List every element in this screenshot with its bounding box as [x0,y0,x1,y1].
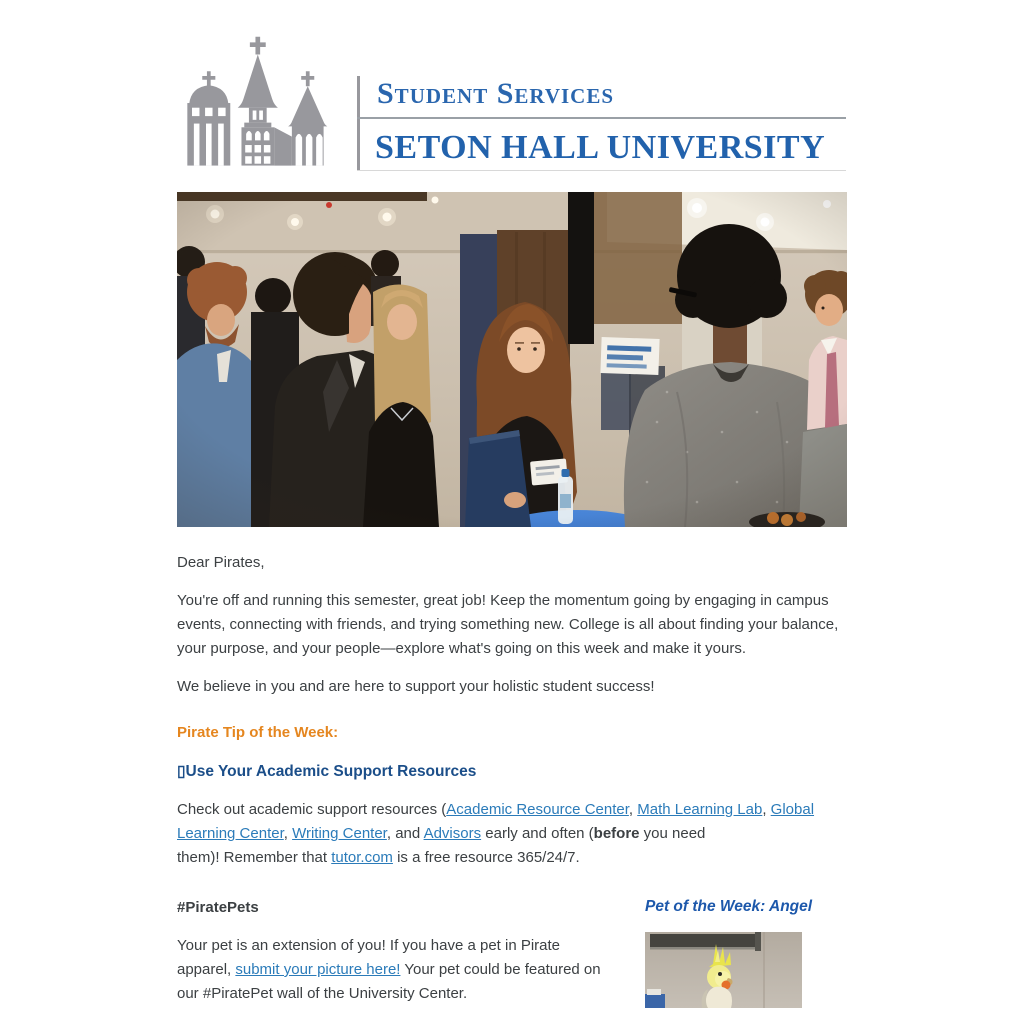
pirate-tip-label: Pirate Tip of the Week: [177,724,339,741]
tip-heading: ▯Use Your Academic Support Resources [177,763,477,780]
resources-paragraph [177,798,847,870]
text-segment: Your pet is an extension of you! If you have a pet in Pirate apparel, [177,937,561,978]
pet-photo [645,932,802,1008]
tutor-com-link[interactable]: tutor.com [331,849,393,866]
writing-center-link[interactable]: Writing Center [292,825,387,842]
text-segment: you need [639,825,706,842]
support-paragraph: We believe in you and are here to support your holistic student success! [177,678,655,695]
text-segment: early and often ( [481,825,594,842]
hero-photo [177,192,847,527]
text-segment: Your pet could be featured on our #PiratePet wall of the University Center. [177,961,601,1002]
text-segment: , [628,801,638,818]
pet-of-week-column [645,896,847,1020]
text-segment: , and [386,825,424,842]
text-segment: them)! Remember that [177,849,332,866]
greeting-text: Dear Pirates, [177,554,265,571]
logo-rule-top [357,117,846,119]
academic-resource-center-link[interactable]: Academic Resource Center [446,801,629,818]
logo-divider [357,76,360,170]
logo-rule-bottom [357,170,846,171]
global-learning-center-link[interactable]: Global Learning Center [177,801,815,842]
intro-paragraph: You're off and running this semester, great job! Keep the momentum going by engaging in campus events, connecting with friends, and trying something new. College is all about finding your balance, your purpose, and your people—explore what's going on this week and make it yours. [177,592,839,657]
bold-text: before [593,825,640,842]
piratepets-paragraph [177,934,617,1006]
department-name: Student Services [377,77,615,110]
submit-your-picture-link[interactable]: submit your picture here! [235,961,401,978]
pet-of-week-heading: Pet of the Week: Angel [645,898,813,915]
piratepets-heading: #PiratePets [177,899,259,916]
text-segment: , [283,825,293,842]
bottom-columns [177,896,847,1020]
letter-body [177,551,847,1020]
text-segment: is a free resource 365/24/7. [392,849,580,866]
cathedral-icon [178,8,346,171]
text-segment: , [762,801,771,818]
university-name: SETON HALL UNIVERSITY [375,129,826,166]
piratepets-column [177,896,617,1020]
text-segment: Check out academic support resources ( [177,801,447,818]
advisors-link[interactable]: Advisors [423,825,482,842]
math-learning-lab-link[interactable]: Math Learning Lab [637,801,763,818]
